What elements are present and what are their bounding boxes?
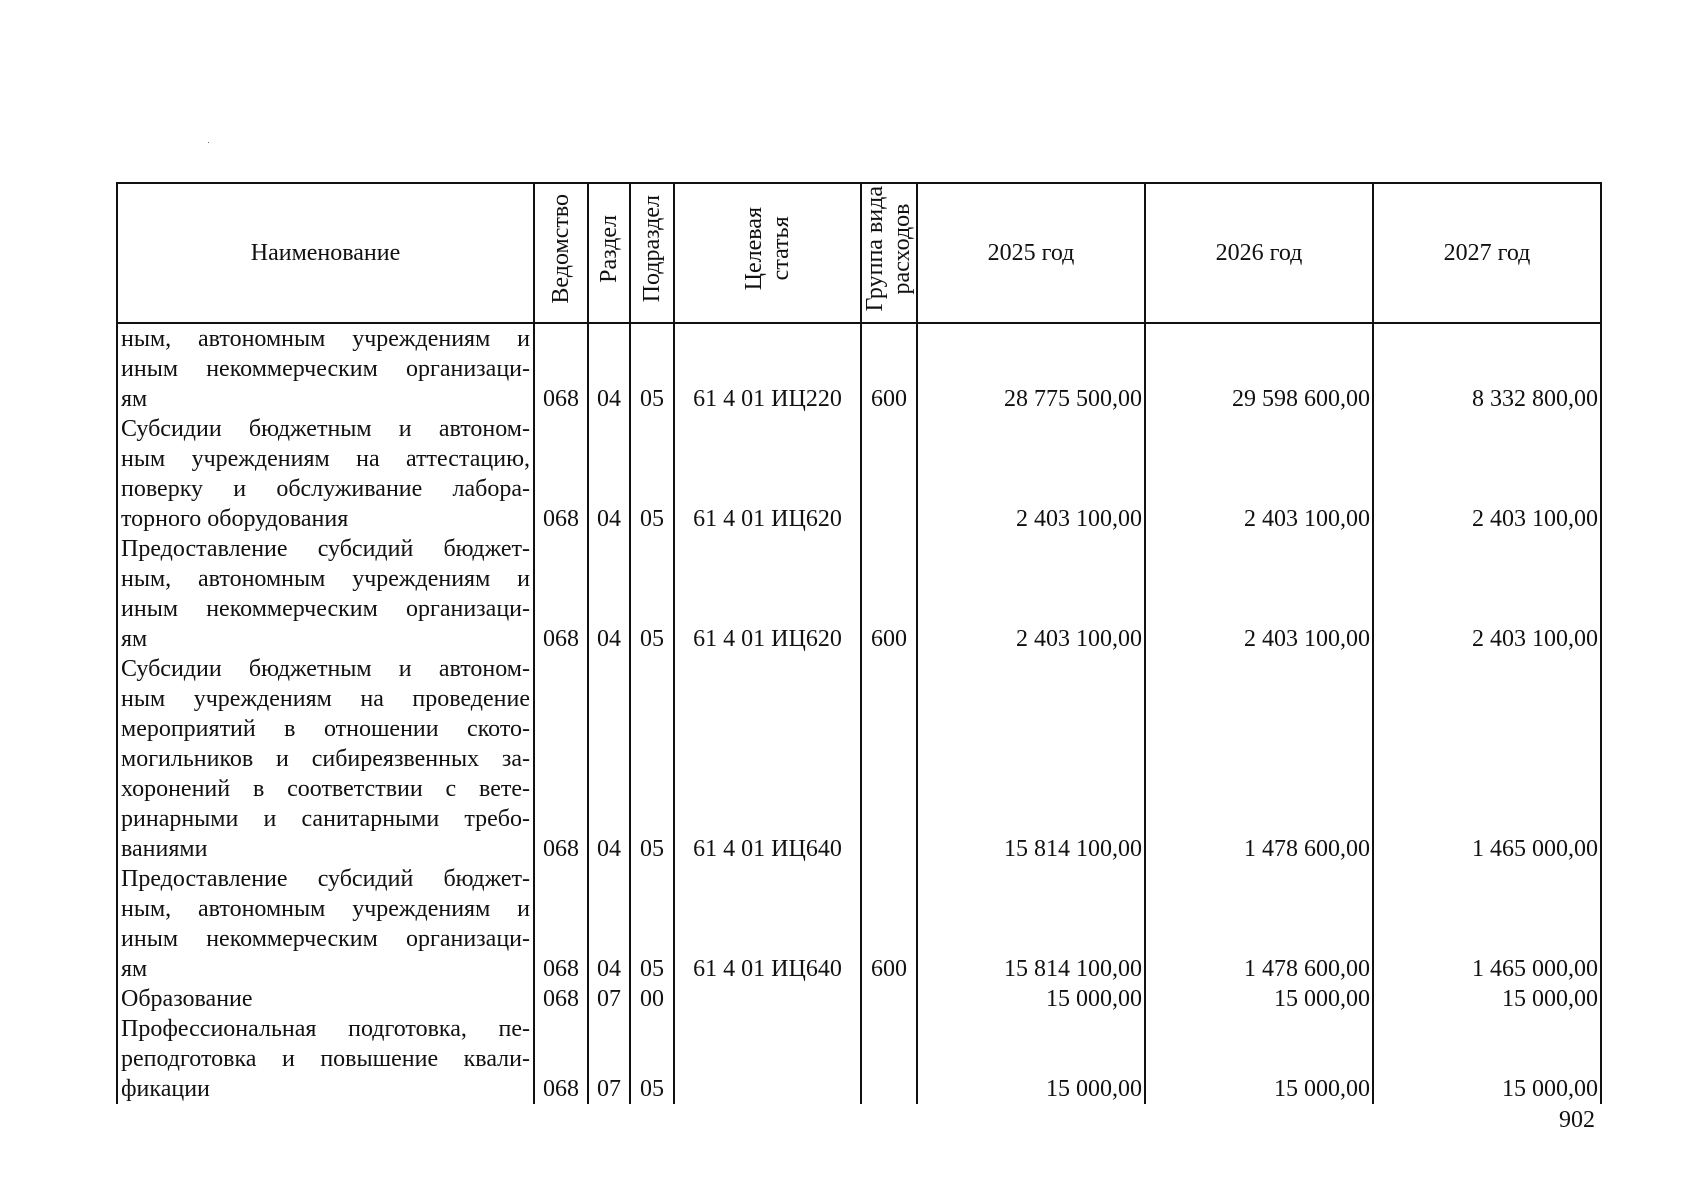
amount-2027-cell: 2 403 100,00 xyxy=(1373,414,1601,534)
row-name-line: реподготовка и повышение квали- xyxy=(121,1046,530,1072)
row-name-line: ям xyxy=(121,626,148,652)
scan-speck xyxy=(208,142,209,143)
row-name-line: могильников и сибиреязвенных за- xyxy=(121,746,530,772)
row-name-line: фикации xyxy=(121,1076,210,1102)
section-cell: 04 xyxy=(588,864,630,984)
department-cell: 068 xyxy=(534,1014,588,1104)
amount-2027-cell: 1 465 000,00 xyxy=(1373,654,1601,864)
department-cell: 068 xyxy=(534,414,588,534)
row-name-cell xyxy=(117,323,534,414)
section-cell: 04 xyxy=(588,534,630,654)
amount-2026-cell: 2 403 100,00 xyxy=(1145,414,1373,534)
header-year-2026: 2026 год xyxy=(1145,183,1373,323)
row-name-line: Предоставление субсидий бюджет- xyxy=(121,536,530,562)
target-article-cell xyxy=(674,984,861,1014)
amount-2025-cell: 15 000,00 xyxy=(917,984,1145,1014)
department-cell: 068 xyxy=(534,323,588,414)
expense-group-cell xyxy=(861,984,917,1014)
table-row xyxy=(117,864,1601,984)
row-name-line: Субсидии бюджетным и автоном- xyxy=(121,656,530,682)
department-cell: 068 xyxy=(534,654,588,864)
amount-2025-cell: 15 814 100,00 xyxy=(917,654,1145,864)
header-row xyxy=(117,183,1601,323)
subsection-cell: 05 xyxy=(630,654,674,864)
subsection-cell: 05 xyxy=(630,323,674,414)
subsection-cell: 05 xyxy=(630,534,674,654)
target-article-cell: 61 4 01 ИЦ640 xyxy=(674,864,861,984)
row-name-line: хоронений в соответствии с вете- xyxy=(121,776,530,802)
header-department: Ведомство xyxy=(534,183,588,323)
section-cell: 07 xyxy=(588,1014,630,1104)
header-section: Раздел xyxy=(588,183,630,323)
row-name-line: ным, автономным учреждениям и xyxy=(121,566,530,592)
row-name-line: мероприятий в отношении ското- xyxy=(121,716,530,742)
amount-2025-cell: 15 000,00 xyxy=(917,1014,1145,1104)
section-cell: 04 xyxy=(588,323,630,414)
subsection-cell: 05 xyxy=(630,414,674,534)
row-name-line: иным некоммерческим организаци- xyxy=(121,926,530,952)
row-name-line: ваниями xyxy=(121,836,208,862)
table-row xyxy=(117,1014,1601,1104)
row-name-line: ринарными и санитарными требо- xyxy=(121,806,530,832)
header-year-2027: 2027 год xyxy=(1373,183,1601,323)
row-name-line: ям xyxy=(121,386,148,412)
row-name-cell xyxy=(117,864,534,984)
subsection-cell: 00 xyxy=(630,984,674,1014)
section-cell: 04 xyxy=(588,414,630,534)
expense-group-cell: 600 xyxy=(861,534,917,654)
row-name-line: ным, автономным учреждениям и xyxy=(121,326,530,352)
section-cell: 04 xyxy=(588,654,630,864)
target-article-cell: 61 4 01 ИЦ620 xyxy=(674,534,861,654)
header-subsection: Подраздел xyxy=(630,183,674,323)
amount-2027-cell: 15 000,00 xyxy=(1373,1014,1601,1104)
table-row xyxy=(117,323,1601,414)
department-cell: 068 xyxy=(534,534,588,654)
department-cell: 068 xyxy=(534,864,588,984)
amount-2026-cell: 2 403 100,00 xyxy=(1145,534,1373,654)
header-name: Наименование xyxy=(117,183,534,323)
page-number: 902 xyxy=(1559,1107,1595,1133)
row-name-cell xyxy=(117,654,534,864)
amount-2026-cell: 15 000,00 xyxy=(1145,1014,1373,1104)
row-name-line: Предоставление субсидий бюджет- xyxy=(121,866,530,892)
amount-2026-cell: 29 598 600,00 xyxy=(1145,323,1373,414)
target-article-cell: 61 4 01 ИЦ640 xyxy=(674,654,861,864)
budget-table xyxy=(116,182,1602,1104)
amount-2026-cell: 15 000,00 xyxy=(1145,984,1373,1014)
section-cell: 07 xyxy=(588,984,630,1014)
subsection-cell: 05 xyxy=(630,864,674,984)
header-target-article: Целевая статья xyxy=(674,183,861,323)
row-name-line: Профессиональная подготовка, пе- xyxy=(121,1016,530,1042)
table-row xyxy=(117,414,1601,534)
row-name-line: торного оборудования xyxy=(121,506,349,532)
table-row xyxy=(117,984,1601,1014)
row-name-line: Субсидии бюджетным и автоном- xyxy=(121,416,530,442)
row-name-line: ным учреждениям на проведение xyxy=(121,686,530,712)
expense-group-cell xyxy=(861,414,917,534)
amount-2025-cell: 2 403 100,00 xyxy=(917,414,1145,534)
amount-2026-cell: 1 478 600,00 xyxy=(1145,654,1373,864)
subsection-cell: 05 xyxy=(630,1014,674,1104)
amount-2025-cell: 28 775 500,00 xyxy=(917,323,1145,414)
amount-2027-cell: 15 000,00 xyxy=(1373,984,1601,1014)
target-article-cell xyxy=(674,1014,861,1104)
row-name-cell xyxy=(117,534,534,654)
row-name-line: ным учреждениям на аттестацию, xyxy=(121,446,530,472)
amount-2027-cell: 2 403 100,00 xyxy=(1373,534,1601,654)
expense-group-cell xyxy=(861,654,917,864)
target-article-cell: 61 4 01 ИЦ220 xyxy=(674,323,861,414)
expense-group-cell: 600 xyxy=(861,323,917,414)
row-name-line: иным некоммерческим организаци- xyxy=(121,596,530,622)
row-name-line: поверку и обслуживание лабора- xyxy=(121,476,530,502)
row-name-line: ным, автономным учреждениям и xyxy=(121,896,530,922)
table-row xyxy=(117,654,1601,864)
row-name-line: Образование xyxy=(121,986,253,1012)
amount-2027-cell: 1 465 000,00 xyxy=(1373,864,1601,984)
amount-2025-cell: 2 403 100,00 xyxy=(917,534,1145,654)
amount-2027-cell: 8 332 800,00 xyxy=(1373,323,1601,414)
row-name-cell xyxy=(117,1014,534,1104)
target-article-cell: 61 4 01 ИЦ620 xyxy=(674,414,861,534)
amount-2026-cell: 1 478 600,00 xyxy=(1145,864,1373,984)
table-row xyxy=(117,534,1601,654)
row-name-cell xyxy=(117,984,534,1014)
department-cell: 068 xyxy=(534,984,588,1014)
row-name-cell xyxy=(117,414,534,534)
row-name-line: иным некоммерческим организаци- xyxy=(121,356,530,382)
table-body xyxy=(117,323,1601,1104)
row-name-line: ям xyxy=(121,956,148,982)
expense-group-cell xyxy=(861,1014,917,1104)
header-year-2025: 2025 год xyxy=(917,183,1145,323)
header-expense-group: Группа вида расходов xyxy=(861,183,917,323)
expense-group-cell: 600 xyxy=(861,864,917,984)
amount-2025-cell: 15 814 100,00 xyxy=(917,864,1145,984)
